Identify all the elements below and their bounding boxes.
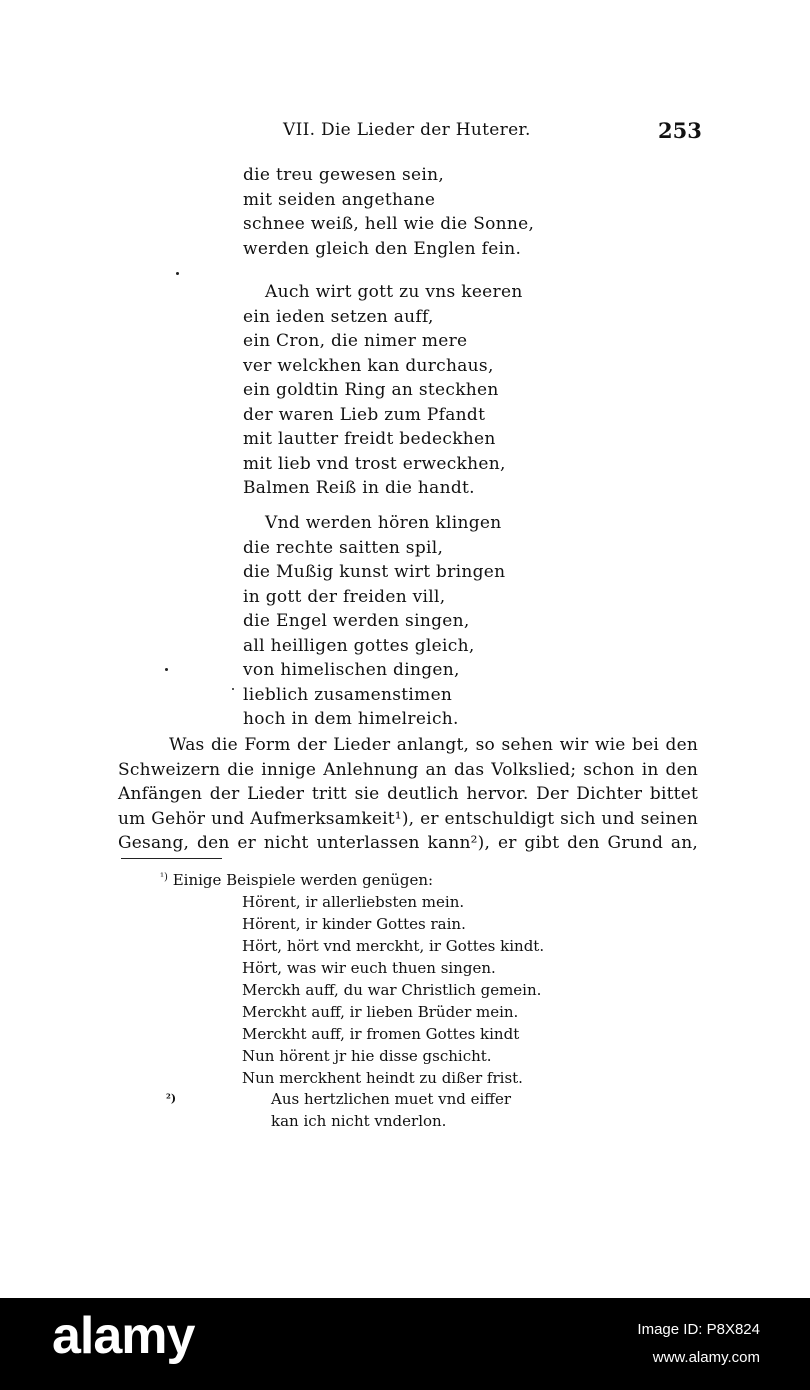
paragraph-line: Gesang, den er nicht unterlassen kann²), er gibt den Grund an, — [118, 833, 698, 853]
footnote-quote: kan ich nicht vnderlon. — [271, 1112, 447, 1130]
poem-stanza-1 — [243, 163, 534, 261]
verse-line: hoch in dem himelreich. — [243, 709, 459, 729]
footnote-quote: Merckht auff, ir lieben Brüder mein. — [242, 1003, 519, 1021]
verse-line: der waren Lieb zum Pfandt — [243, 404, 486, 425]
footnote-divider — [121, 858, 222, 859]
verse-line: mit seiden angethane — [243, 189, 436, 210]
verse-line: ver welckhen kan durchaus, — [243, 355, 494, 376]
verse-line: die rechte saitten spil, — [243, 537, 444, 558]
verse-line: von himelischen dingen, — [243, 660, 460, 680]
verse-line: die treu gewesen sein, — [243, 165, 445, 185]
footnote-intro-line — [160, 867, 544, 891]
verse-line: schnee weiß, hell wie die Sonne, — [243, 214, 535, 234]
paragraph-line: um Gehör und Aufmerksamkeit¹), er entschuldigt sich und seinen — [118, 808, 698, 829]
footnote-quote: Nun merckhent heindt zu dißer frist. — [242, 1069, 523, 1087]
verse-line: in gott der freiden vill, — [243, 586, 446, 607]
poem-stanza-3 — [243, 511, 505, 732]
image-id: Image ID: P8X824 — [637, 1321, 760, 1338]
scan-speck — [232, 688, 234, 690]
footnote-mark: ²) — [166, 1092, 177, 1105]
poem-stanza-2 — [243, 280, 523, 501]
scan-speck — [165, 668, 168, 671]
page-header — [0, 118, 810, 144]
paragraph-line: Was die Form der Lieder anlangt, so sehen wir wie bei den — [169, 735, 698, 755]
footnote-quote-list — [271, 1088, 511, 1132]
footnote-quote: Merckh auff, du war Christlich gemein. — [242, 981, 542, 999]
verse-line: Vnd werden hören klingen — [265, 513, 502, 533]
footnote-quote: Nun hörent jr hie disse gschicht. — [242, 1047, 492, 1065]
verse-line: mit lieb vnd trost erweckhen, — [243, 453, 506, 474]
verse-line: die Engel werden singen, — [243, 611, 470, 631]
alamy-logo: alamy — [52, 1307, 195, 1365]
footnote-quote: Hört, was wir euch thuen singen. — [242, 959, 496, 977]
verse-line: ein goldtin Ring an steckhen — [243, 380, 499, 400]
verse-line: Auch wirt gott zu vns keeren — [265, 282, 523, 302]
verse-line: all heilligen gottes gleich, — [243, 635, 475, 656]
paragraph-line: Schweizern die innige Anlehnung an das Volkslied; schon in den — [118, 759, 698, 780]
footnote-quote-list — [160, 891, 544, 1089]
scan-speck — [176, 272, 179, 275]
verse-line: mit lautter freidt bedeckhen — [243, 429, 496, 449]
watermark-bar — [0, 1298, 810, 1390]
verse-line: die Mußig kunst wirt bringen — [243, 562, 506, 582]
verse-line: werden gleich den Englen fein. — [243, 238, 522, 259]
footnote-quote: Aus hertzlichen muet vnd eiffer — [271, 1090, 511, 1108]
footnote-1 — [160, 867, 544, 1089]
verse-line: ein Cron, die nimer mere — [243, 331, 468, 351]
page-number: 253 — [658, 118, 702, 143]
verse-line: ein ieden setzen auff, — [243, 306, 434, 327]
paragraph-line: Anfängen der Lieder tritt sie deutlich hervor. Der Dichter bittet — [118, 784, 698, 804]
verse-line: lieblich zusamenstimen — [243, 684, 453, 705]
footnote-quote: Hörent, ir kinder Gottes rain. — [242, 915, 466, 933]
footnote-intro: Einige Beispiele werden genügen: — [172, 871, 434, 889]
footnote-quote: Hörent, ir allerliebsten mein. — [242, 893, 465, 911]
watermark-meta — [637, 1316, 760, 1372]
footnote-mark: ¹) — [160, 872, 168, 883]
site-url: www.alamy.com — [652, 1349, 760, 1366]
running-title: VII. Die Lieder der Huterer. — [283, 120, 531, 140]
footnote-quote: Merckht auff, ir fromen Gottes kindt — [242, 1025, 520, 1043]
body-paragraph — [118, 733, 698, 856]
verse-line: Balmen Reiß in die handt. — [243, 478, 475, 498]
footnote-quote: Hört, hört vnd merckht, ir Gottes kindt. — [242, 937, 545, 955]
